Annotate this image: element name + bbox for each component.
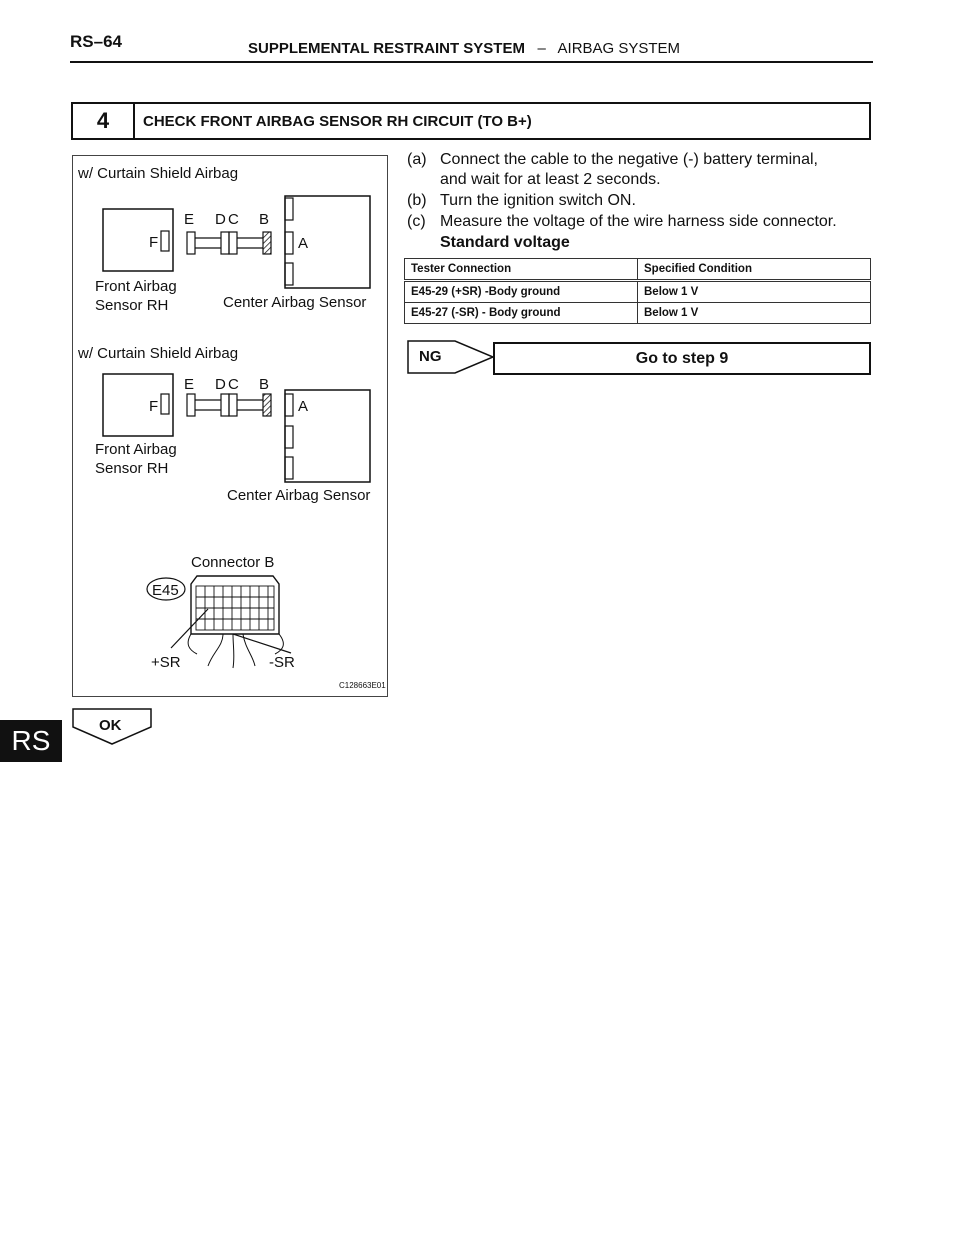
center-sensor-label-2: Center Airbag Sensor [227,487,371,504]
front-sensor-box-2 [103,374,173,436]
variant1-title: w/ Curtain Shield Airbag [78,165,239,182]
connector-id: E45 [152,582,179,599]
pin-b-label-2: B [259,376,270,393]
connector-pin-grid [196,586,274,630]
pin-e-label-1: E [184,211,195,228]
pin-f-label-2: F [149,398,159,415]
ng-arrow [407,339,495,375]
step-number: 4 [73,104,135,138]
standard-voltage-label: Standard voltage [440,234,570,251]
step-title: CHECK FRONT AIRBAG SENSOR RH CIRCUIT (TO B+) [143,113,532,130]
pin-f-label-1: F [149,234,159,251]
instruction-a-text-2: and wait for at least 2 seconds. [440,171,661,188]
front-sensor-box-1 [103,209,173,271]
instruction-b-text: Turn the ignition switch ON. [440,192,636,209]
spec-table-header [405,259,871,281]
wiring-diagram [73,156,387,696]
instruction-c-label: (c) [407,213,426,230]
instruction-a-label: (a) [407,151,427,168]
spec-cell: E45-27 (-SR) - Body ground [405,303,638,324]
front-sensor-label-2a: Front Airbag [95,441,177,458]
instruction-b [407,191,872,211]
page-number: RS–64 [70,32,122,51]
header-rule [70,61,873,63]
pin-c-label-2: C [228,376,239,393]
instruction-a-text-1: Connect the cable to the negative (-) battery terminal, [440,151,818,168]
connector-b-1 [263,232,271,254]
header-title [248,40,680,57]
instruction-c-text: Measure the voltage of the wire harness side connector. [440,213,837,230]
table-row [405,303,871,324]
spec-header-condition: Specified Condition [638,259,871,281]
spec-cell: Below 1 V [638,281,871,303]
pin-c-label-1: C [228,211,239,228]
connector-d-1 [221,232,229,254]
connector-body [191,576,279,634]
wiring-diagram-figure [72,155,388,697]
terminal-pos-label: +SR [151,654,181,671]
terminal-neg-label: -SR [269,654,295,671]
pin-b-label-1: B [259,211,270,228]
step-header [71,102,871,140]
pin-a-label-1: A [298,235,309,252]
header-title-separator: – [537,40,546,57]
front-sensor-pin-1 [161,231,169,251]
variant2-title: w/ Curtain Shield Airbag [78,345,239,362]
ok-arrow [72,707,154,747]
figure-code: C128663E01 [339,681,386,690]
ng-action-box: Go to step 9 [493,342,871,375]
spec-cell: Below 1 V [638,303,871,324]
instruction-a [407,150,872,170]
pin-d-label-1: D [215,211,226,228]
pin-e-label-2: E [184,376,195,393]
ok-label: OK [99,717,122,734]
terminal-neg-leader [233,634,291,653]
header-title-sub: AIRBAG SYSTEM [557,40,681,57]
spec-header-connection: Tester Connection [405,259,638,281]
table-row [405,281,871,303]
connector-e-1 [187,232,195,254]
connector-c-1 [229,232,237,254]
spec-cell: E45-29 (+SR) -Body ground [405,281,638,303]
terminal-pos-leader [171,609,208,648]
instruction-c [407,212,872,232]
front-sensor-label-1a: Front Airbag [95,278,177,295]
front-sensor-label-1b: Sensor RH [95,297,169,314]
connector-title: Connector B [191,554,275,571]
instruction-b-label: (b) [407,192,427,209]
header-title-main: SUPPLEMENTAL RESTRAINT SYSTEM [248,40,525,57]
pin-a-label-2: A [298,398,309,415]
ng-label: NG [419,348,442,365]
center-sensor-pin-a-1 [285,232,293,254]
front-sensor-label-2b: Sensor RH [95,460,169,477]
section-side-tab: RS [0,720,62,762]
pin-d-label-2: D [215,376,226,393]
center-sensor-label-1: Center Airbag Sensor [223,294,367,311]
spec-table [404,258,871,324]
